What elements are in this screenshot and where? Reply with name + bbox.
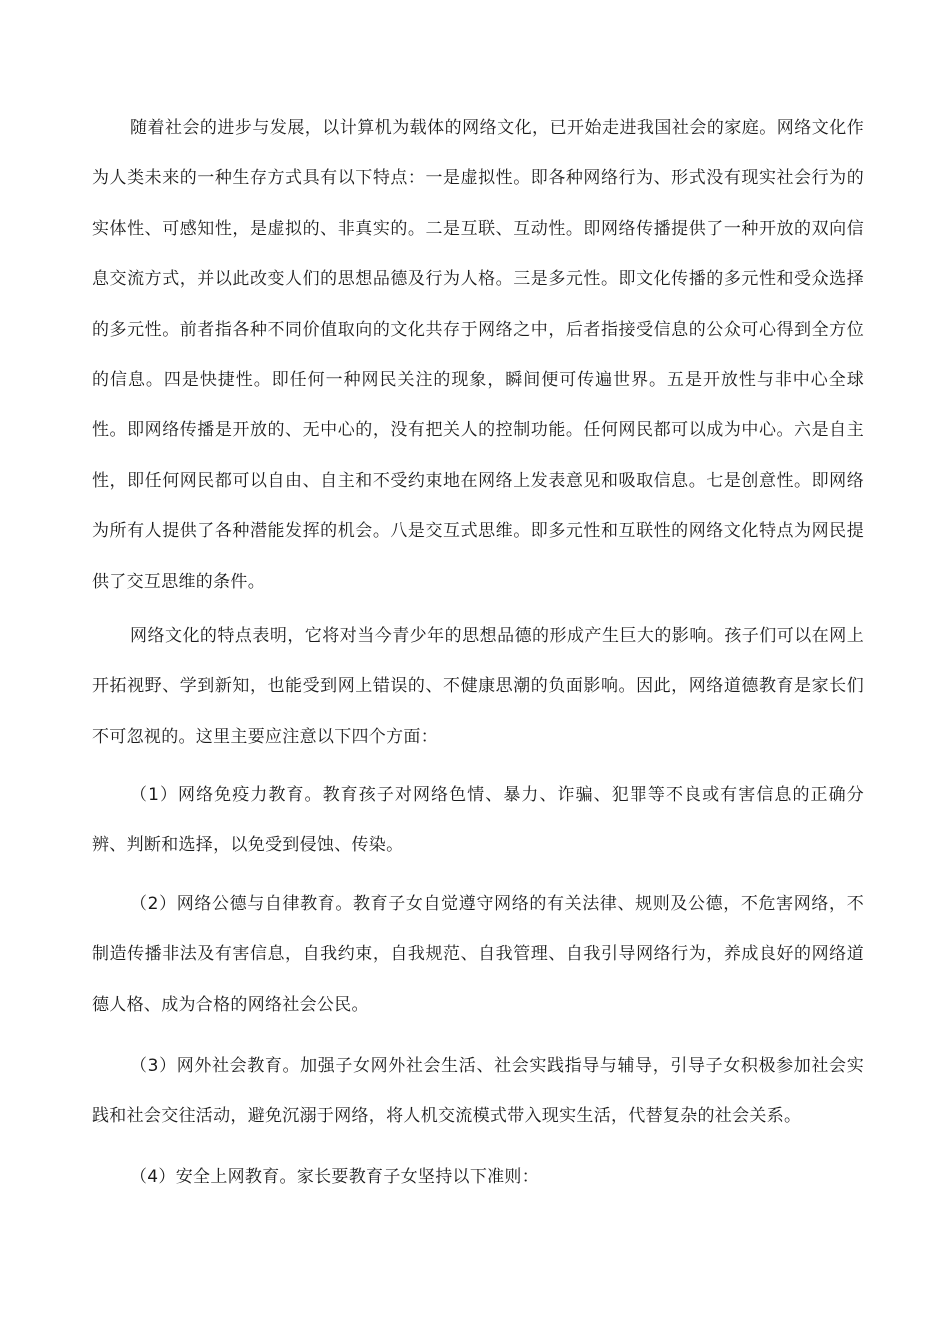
paragraph-item-1-immunity-education: （1）网络免疫力教育。教育孩子对网络色情、暴力、诈骗、犯罪等不良或有害信息的正确分辨、判断和选择，以免受到侵蚀、传染。 — [92, 785, 864, 856]
paragraph-network-culture-features: 随着社会的进步与发展，以计算机为载体的网络文化，已开始走进我国社会的家庭。网络文化作为人类未来的一种生存方式具有以下特点：一是虚拟性。即各种网络行为、形式没有现实社会行为的实体性、可感知性，是虚拟的、非真实的。二是互联、互动性。即网络传播提供了一种开放的双向信息交流方式，并以此改变人们的思想品德及行为人格。三是多元性。即文化传播的多元性和受众选择的多元性。前者指各种不同价值取向的文化共存于网络之中，后者指接受信息的公众可心得到全方位的信息。四是快捷性。即任何一种网民关注的现象，瞬间便可传遍世界。五是开放性与非中心全球性。即网络传播是开放的、无中心的，没有把关人的控制功能。任何网民都可以成为中心。六是自主性，即任何网民都可以自由、自主和不受约束地在网络上发表意见和吸取信息。七是创意性。即网络为所有人提供了各种潜能发挥的机会。八是交互式思维。即多元性和互联性的网络文化特点为网民提供了交互思维的条件。 — [92, 118, 864, 592]
paragraph-item-2-ethics-education: （2）网络公德与自律教育。教育子女自觉遵守网络的有关法律、规则及公德，不危害网络，不制造传播非法及有害信息，自我约束，自我规范、自我管理、自我引导网络行为，养成良好的网络道德人格、成为合格的网络社会公民。 — [92, 894, 864, 1015]
paragraph-item-4-safe-internet-education: （4）安全上网教育。家长要教育子女坚持以下准则： — [130, 1167, 540, 1187]
paragraph-item-3-offline-social-education: （3）网外社会教育。加强子女网外社会生活、社会实践指导与辅导，引导子女积极参加社会实践和社会交往活动，避免沉溺于网络，将人机交流模式带入现实生活，代替复杂的社会关系。 — [92, 1056, 864, 1127]
paragraph-impact-on-youth: 网络文化的特点表明，它将对当今青少年的思想品德的形成产生巨大的影响。孩子们可以在网上开拓视野、学到新知，也能受到网上错误的、不健康思潮的负面影响。因此，网络道德教育是家长们不可忽视的。这里主要应注意以下四个方面： — [92, 626, 864, 747]
